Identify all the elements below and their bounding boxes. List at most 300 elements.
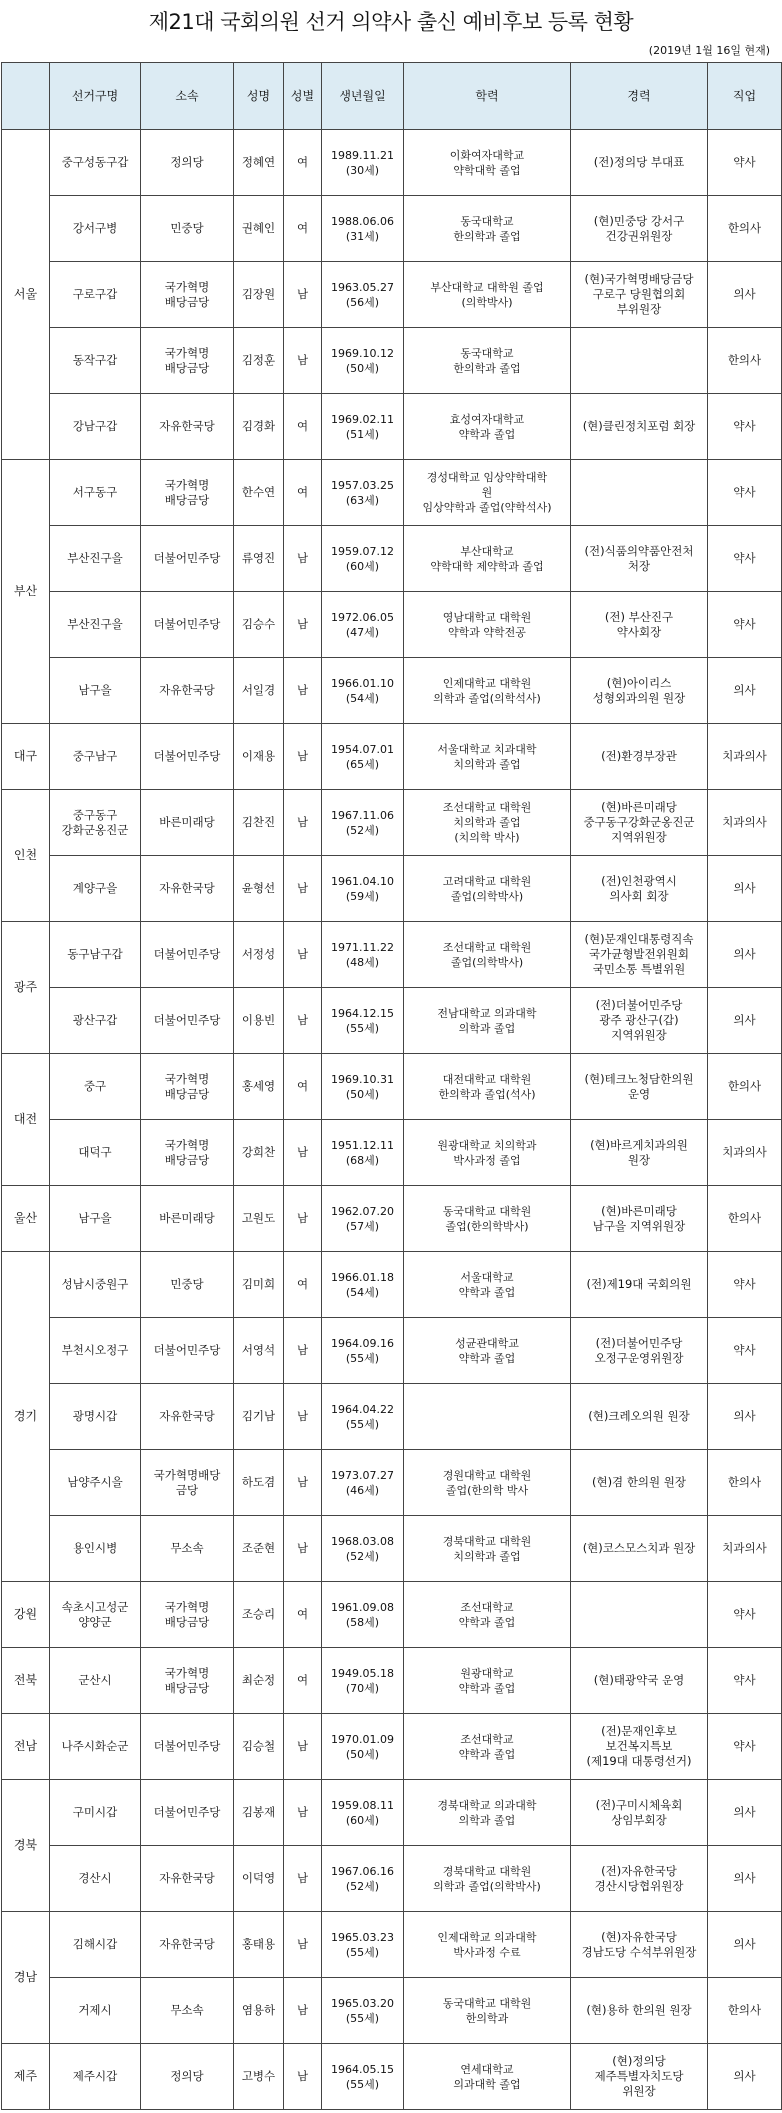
header-gender: 성별 — [284, 63, 322, 130]
table-row — [2, 1780, 782, 1846]
job-cell: 한의사 — [708, 196, 782, 262]
birth-date: 1971.11.22 — [331, 940, 394, 954]
birth-date: 1957.03.25 — [331, 478, 394, 492]
gender-cell: 남 — [284, 724, 322, 790]
name-cell: 권혜인 — [234, 196, 284, 262]
job-cell: 의사 — [708, 1780, 782, 1846]
job-cell: 의사 — [708, 922, 782, 988]
job-cell: 약사 — [708, 1318, 782, 1384]
party-cell: 자유한국당 — [141, 1912, 234, 1978]
age: (55세) — [345, 1417, 380, 1431]
birth-date: 1961.04.10 — [331, 874, 394, 888]
birth-cell — [322, 1978, 404, 2044]
party-cell: 국가혁명 배당금당 — [141, 1648, 234, 1714]
education-cell: 동국대학교 한의학과 졸업 — [404, 328, 571, 394]
name-cell: 서영석 — [234, 1318, 284, 1384]
gender-cell: 여 — [284, 394, 322, 460]
education-cell: 경북대학교 대학원 의학과 졸업(의학박사) — [404, 1846, 571, 1912]
gender-cell: 남 — [284, 526, 322, 592]
career-cell: (현)자유한국당 경남도당 수석부위원장 — [571, 1912, 708, 1978]
job-cell: 약사 — [708, 1714, 782, 1780]
name-cell: 김미희 — [234, 1252, 284, 1318]
education-cell: 조선대학교 약학과 졸업 — [404, 1582, 571, 1648]
gender-cell: 남 — [284, 1516, 322, 1582]
region-cell: 대전 — [2, 1054, 50, 1186]
table-row — [2, 724, 782, 790]
district-cell: 중구성동구갑 — [50, 130, 141, 196]
education-cell: 원광대학교 약학과 졸업 — [404, 1648, 571, 1714]
age: (57세) — [345, 1219, 380, 1233]
career-cell: (현)바르게치과의원 원장 — [571, 1120, 708, 1186]
gender-cell: 남 — [284, 328, 322, 394]
education-cell: 원광대학교 치의학과 박사과정 졸업 — [404, 1120, 571, 1186]
birth-cell — [322, 658, 404, 724]
career-cell: (전)인천광역시 의사회 회장 — [571, 856, 708, 922]
birth-cell — [322, 1450, 404, 1516]
birth-date: 1964.05.15 — [331, 2062, 394, 2076]
name-cell: 김봉재 — [234, 1780, 284, 1846]
party-cell: 정의당 — [141, 2044, 234, 2110]
district-cell: 경산시 — [50, 1846, 141, 1912]
education-cell: 성균관대학교 약학과 졸업 — [404, 1318, 571, 1384]
age: (31세) — [345, 229, 380, 243]
party-cell: 자유한국당 — [141, 1384, 234, 1450]
gender-cell: 여 — [284, 1648, 322, 1714]
district-cell: 광명시갑 — [50, 1384, 141, 1450]
district-cell: 대덕구 — [50, 1120, 141, 1186]
job-cell: 한의사 — [708, 1186, 782, 1252]
header-career: 경력 — [571, 63, 708, 130]
district-cell: 부산진구을 — [50, 526, 141, 592]
birth-cell — [322, 1120, 404, 1186]
age: (48세) — [345, 955, 380, 969]
gender-cell: 남 — [284, 1450, 322, 1516]
job-cell: 한의사 — [708, 1450, 782, 1516]
birth-date: 1959.07.12 — [331, 544, 394, 558]
header-region — [2, 63, 50, 130]
job-cell: 의사 — [708, 2044, 782, 2110]
career-cell: (현)용하 한의원 원장 — [571, 1978, 708, 2044]
age: (55세) — [345, 2011, 380, 2025]
table-row — [2, 328, 782, 394]
birth-cell — [322, 1714, 404, 1780]
district-cell: 강서구병 — [50, 196, 141, 262]
age: (63세) — [345, 493, 380, 507]
party-cell: 무소속 — [141, 1516, 234, 1582]
birth-date: 1964.12.15 — [331, 1006, 394, 1020]
birth-cell — [322, 922, 404, 988]
birth-date: 1988.06.06 — [331, 214, 394, 228]
job-cell: 치과의사 — [708, 1516, 782, 1582]
header-name: 성명 — [234, 63, 284, 130]
party-cell: 국가혁명배당 금당 — [141, 1450, 234, 1516]
gender-cell: 남 — [284, 1120, 322, 1186]
birth-cell — [322, 1780, 404, 1846]
table-row — [2, 1252, 782, 1318]
party-cell: 자유한국당 — [141, 1846, 234, 1912]
name-cell: 강희찬 — [234, 1120, 284, 1186]
table-row — [2, 1450, 782, 1516]
job-cell: 치과의사 — [708, 1120, 782, 1186]
birth-cell — [322, 196, 404, 262]
header-education: 학력 — [404, 63, 571, 130]
district-cell: 강남구갑 — [50, 394, 141, 460]
birth-date: 1951.12.11 — [331, 1138, 394, 1152]
district-cell: 남구을 — [50, 1186, 141, 1252]
birth-date: 1972.06.05 — [331, 610, 394, 624]
age: (56세) — [345, 295, 380, 309]
region-cell: 강원 — [2, 1582, 50, 1648]
education-cell: 전남대학교 의과대학 의학과 졸업 — [404, 988, 571, 1054]
birth-cell — [322, 856, 404, 922]
birth-date: 1965.03.23 — [331, 1930, 394, 1944]
career-cell: (현)민중당 강서구 건강권위원장 — [571, 196, 708, 262]
name-cell: 김승수 — [234, 592, 284, 658]
name-cell: 윤형선 — [234, 856, 284, 922]
gender-cell: 남 — [284, 1780, 322, 1846]
career-cell: (전) 부산진구 약사회장 — [571, 592, 708, 658]
gender-cell: 여 — [284, 1054, 322, 1120]
district-cell: 속초시고성군 양양군 — [50, 1582, 141, 1648]
career-cell: (현)코스모스치과 원장 — [571, 1516, 708, 1582]
job-cell: 약사 — [708, 130, 782, 196]
education-cell: 영남대학교 대학원 약학과 약학전공 — [404, 592, 571, 658]
education-cell: 동국대학교 한의학과 졸업 — [404, 196, 571, 262]
birth-cell — [322, 328, 404, 394]
header-job: 직업 — [708, 63, 782, 130]
district-cell: 구미시갑 — [50, 1780, 141, 1846]
table-row — [2, 196, 782, 262]
birth-date: 1966.01.18 — [331, 1270, 394, 1284]
age: (65세) — [345, 757, 380, 771]
birth-date: 1964.09.16 — [331, 1336, 394, 1350]
party-cell: 국가혁명 배당금당 — [141, 328, 234, 394]
education-cell: 인제대학교 대학원 의학과 졸업(의학석사) — [404, 658, 571, 724]
gender-cell: 여 — [284, 130, 322, 196]
age: (50세) — [345, 1747, 380, 1761]
age: (70세) — [345, 1681, 380, 1695]
district-cell: 남구을 — [50, 658, 141, 724]
region-cell: 울산 — [2, 1186, 50, 1252]
job-cell: 의사 — [708, 1384, 782, 1450]
table-row — [2, 658, 782, 724]
name-cell: 김경화 — [234, 394, 284, 460]
age: (58세) — [345, 1615, 380, 1629]
district-cell: 부산진구을 — [50, 592, 141, 658]
district-cell: 동구남구갑 — [50, 922, 141, 988]
career-cell: (전)더불어민주당 광주 광산구(갑) 지역위원장 — [571, 988, 708, 1054]
career-cell: (전)제19대 국회의원 — [571, 1252, 708, 1318]
education-cell: 서울대학교 약학과 졸업 — [404, 1252, 571, 1318]
birth-date: 1968.03.08 — [331, 1534, 394, 1548]
candidate-table — [1, 62, 782, 2110]
birth-date: 1969.10.12 — [331, 346, 394, 360]
job-cell: 의사 — [708, 988, 782, 1054]
table-row — [2, 1318, 782, 1384]
name-cell: 류영진 — [234, 526, 284, 592]
gender-cell: 남 — [284, 856, 322, 922]
career-cell: (현)국가혁명배당금당 구로구 당원협의회 부위원장 — [571, 262, 708, 328]
job-cell: 의사 — [708, 262, 782, 328]
age: (52세) — [345, 1879, 380, 1893]
gender-cell: 남 — [284, 790, 322, 856]
region-cell: 대구 — [2, 724, 50, 790]
region-cell: 제주 — [2, 2044, 50, 2110]
job-cell: 약사 — [708, 1648, 782, 1714]
birth-cell — [322, 460, 404, 526]
name-cell: 최순정 — [234, 1648, 284, 1714]
table-row — [2, 592, 782, 658]
education-cell: 경성대학교 임상약학대학 원 임상약학과 졸업(약학석사) — [404, 460, 571, 526]
birth-date: 1969.02.11 — [331, 412, 394, 426]
job-cell: 약사 — [708, 460, 782, 526]
gender-cell: 남 — [284, 988, 322, 1054]
age: (50세) — [345, 361, 380, 375]
education-cell: 부산대학교 대학원 졸업 (의학박사) — [404, 262, 571, 328]
gender-cell: 여 — [284, 1252, 322, 1318]
gender-cell: 남 — [284, 2044, 322, 2110]
region-cell: 광주 — [2, 922, 50, 1054]
party-cell: 자유한국당 — [141, 856, 234, 922]
party-cell: 정의당 — [141, 130, 234, 196]
as-of-date: (2019년 1월 16일 현재) — [648, 44, 770, 57]
age: (51세) — [345, 427, 380, 441]
birth-date: 1989.11.21 — [331, 148, 394, 162]
region-cell: 경기 — [2, 1252, 50, 1582]
birth-date: 1954.07.01 — [331, 742, 394, 756]
gender-cell: 여 — [284, 196, 322, 262]
education-cell: 동국대학교 대학원 한의학과 — [404, 1978, 571, 2044]
education-cell: 경북대학교 대학원 치의학과 졸업 — [404, 1516, 571, 1582]
table-row — [2, 1648, 782, 1714]
district-cell: 군산시 — [50, 1648, 141, 1714]
job-cell: 약사 — [708, 592, 782, 658]
education-cell — [404, 1384, 571, 1450]
name-cell: 김정훈 — [234, 328, 284, 394]
district-cell: 김해시갑 — [50, 1912, 141, 1978]
career-cell — [571, 460, 708, 526]
party-cell: 무소속 — [141, 1978, 234, 2044]
region-cell: 서울 — [2, 130, 50, 460]
career-cell: (현)겸 한의원 원장 — [571, 1450, 708, 1516]
birth-date: 1973.07.27 — [331, 1468, 394, 1482]
birth-date: 1970.01.09 — [331, 1732, 394, 1746]
header-district: 선거구명 — [50, 63, 141, 130]
table-row — [2, 1054, 782, 1120]
name-cell: 고병수 — [234, 2044, 284, 2110]
table-row — [2, 790, 782, 856]
birth-cell — [322, 1384, 404, 1450]
table-row — [2, 526, 782, 592]
education-cell: 동국대학교 대학원 졸업(한의학박사) — [404, 1186, 571, 1252]
birth-date: 1969.10.31 — [331, 1072, 394, 1086]
name-cell: 하도겸 — [234, 1450, 284, 1516]
education-cell: 효성여자대학교 약학과 졸업 — [404, 394, 571, 460]
party-cell: 자유한국당 — [141, 658, 234, 724]
career-cell: (현)바른미래당 남구을 지역위원장 — [571, 1186, 708, 1252]
party-cell: 민중당 — [141, 1252, 234, 1318]
party-cell: 바른미래당 — [141, 790, 234, 856]
birth-date: 1964.04.22 — [331, 1402, 394, 1416]
district-cell: 중구 — [50, 1054, 141, 1120]
education-cell: 연세대학교 의과대학 졸업 — [404, 2044, 571, 2110]
birth-cell — [322, 1912, 404, 1978]
career-cell: (전)환경부장관 — [571, 724, 708, 790]
birth-date: 1949.05.18 — [331, 1666, 394, 1680]
name-cell: 이용빈 — [234, 988, 284, 1054]
age: (52세) — [345, 823, 380, 837]
birth-cell — [322, 394, 404, 460]
gender-cell: 남 — [284, 1978, 322, 2044]
table-row — [2, 130, 782, 196]
district-cell: 나주시화순군 — [50, 1714, 141, 1780]
party-cell: 국가혁명 배당금당 — [141, 1120, 234, 1186]
name-cell: 이재용 — [234, 724, 284, 790]
career-cell — [571, 328, 708, 394]
age: (60세) — [345, 1813, 380, 1827]
career-cell: (현)크레오의원 원장 — [571, 1384, 708, 1450]
district-cell: 부천시오정구 — [50, 1318, 141, 1384]
name-cell: 이덕영 — [234, 1846, 284, 1912]
career-cell: (현)테크노청담한의원 운영 — [571, 1054, 708, 1120]
age: (68세) — [345, 1153, 380, 1167]
career-cell: (현)태광약국 운영 — [571, 1648, 708, 1714]
name-cell: 김찬진 — [234, 790, 284, 856]
job-cell: 의사 — [708, 1912, 782, 1978]
birth-date: 1966.01.10 — [331, 676, 394, 690]
region-cell: 경남 — [2, 1912, 50, 2044]
name-cell: 김장원 — [234, 262, 284, 328]
party-cell: 더불어민주당 — [141, 592, 234, 658]
career-cell — [571, 1582, 708, 1648]
age: (46세) — [345, 1483, 380, 1497]
district-cell: 중구남구 — [50, 724, 141, 790]
education-cell: 대전대학교 대학원 한의학과 졸업(석사) — [404, 1054, 571, 1120]
education-cell: 조선대학교 약학과 졸업 — [404, 1714, 571, 1780]
job-cell: 한의사 — [708, 1054, 782, 1120]
career-cell: (전)구미시체육회 상임부회장 — [571, 1780, 708, 1846]
education-cell: 인제대학교 의과대학 박사과정 수료 — [404, 1912, 571, 1978]
birth-cell — [322, 2044, 404, 2110]
age: (50세) — [345, 1087, 380, 1101]
age: (59세) — [345, 889, 380, 903]
page-title: 제21대 국회의원 선거 의약사 출신 예비후보 등록 현황 — [148, 10, 634, 34]
job-cell: 치과의사 — [708, 790, 782, 856]
table-row — [2, 922, 782, 988]
education-cell: 조선대학교 대학원 치의학과 졸업 (치의학 박사) — [404, 790, 571, 856]
birth-cell — [322, 790, 404, 856]
table-row — [2, 856, 782, 922]
age: (54세) — [345, 691, 380, 705]
district-cell: 용인시병 — [50, 1516, 141, 1582]
age: (60세) — [345, 559, 380, 573]
district-cell: 중구동구 강화군옹진군 — [50, 790, 141, 856]
gender-cell: 남 — [284, 1186, 322, 1252]
job-cell: 약사 — [708, 1252, 782, 1318]
table-row — [2, 2044, 782, 2110]
age: (54세) — [345, 1285, 380, 1299]
birth-date: 1967.06.16 — [331, 1864, 394, 1878]
name-cell: 고원도 — [234, 1186, 284, 1252]
table-row — [2, 1912, 782, 1978]
party-cell: 더불어민주당 — [141, 526, 234, 592]
table-row — [2, 394, 782, 460]
job-cell: 약사 — [708, 394, 782, 460]
education-cell: 부산대학교 약학대학 제약학과 졸업 — [404, 526, 571, 592]
district-cell: 성남시중원구 — [50, 1252, 141, 1318]
name-cell: 조승리 — [234, 1582, 284, 1648]
gender-cell: 남 — [284, 1912, 322, 1978]
gender-cell: 남 — [284, 1714, 322, 1780]
birth-cell — [322, 988, 404, 1054]
career-cell: (현)아이리스 성형외과의원 원장 — [571, 658, 708, 724]
party-cell: 바른미래당 — [141, 1186, 234, 1252]
name-cell: 김승철 — [234, 1714, 284, 1780]
birth-date: 1963.05.27 — [331, 280, 394, 294]
career-cell: (현)문재인대통령직속 국가균형발전위원회 국민소통 특별위원 — [571, 922, 708, 988]
table-row — [2, 1186, 782, 1252]
job-cell: 한의사 — [708, 1978, 782, 2044]
birth-cell — [322, 1846, 404, 1912]
party-cell: 더불어민주당 — [141, 1318, 234, 1384]
age: (55세) — [345, 2077, 380, 2091]
district-cell: 거제시 — [50, 1978, 141, 2044]
party-cell: 국가혁명 배당금당 — [141, 1054, 234, 1120]
name-cell: 염용하 — [234, 1978, 284, 2044]
table-row — [2, 1516, 782, 1582]
name-cell: 김기남 — [234, 1384, 284, 1450]
region-cell: 전남 — [2, 1714, 50, 1780]
gender-cell: 남 — [284, 262, 322, 328]
education-cell: 이화여자대학교 약학대학 졸업 — [404, 130, 571, 196]
job-cell: 약사 — [708, 1582, 782, 1648]
job-cell: 의사 — [708, 658, 782, 724]
education-cell: 고려대학교 대학원 졸업(의학박사) — [404, 856, 571, 922]
career-cell: (현)바른미래당 중구동구강화군옹진군 지역위원장 — [571, 790, 708, 856]
region-cell: 인천 — [2, 790, 50, 922]
career-cell: (현)클린정치포럼 회장 — [571, 394, 708, 460]
career-cell: (전)식품의약품안전처 처장 — [571, 526, 708, 592]
career-cell: (전)문재인후보 보건복지특보 (제19대 대통령선거) — [571, 1714, 708, 1780]
birth-cell — [322, 526, 404, 592]
region-cell: 전북 — [2, 1648, 50, 1714]
job-cell: 의사 — [708, 856, 782, 922]
birth-cell — [322, 592, 404, 658]
region-cell: 부산 — [2, 460, 50, 724]
header-birth: 생년월일 — [322, 63, 404, 130]
age: (52세) — [345, 1549, 380, 1563]
career-cell: (전)더불어민주당 오정구운영위원장 — [571, 1318, 708, 1384]
gender-cell: 여 — [284, 460, 322, 526]
header-party: 소속 — [141, 63, 234, 130]
table-row — [2, 1978, 782, 2044]
district-cell: 구로구갑 — [50, 262, 141, 328]
gender-cell: 남 — [284, 1846, 322, 1912]
job-cell: 의사 — [708, 1846, 782, 1912]
table-row — [2, 1120, 782, 1186]
party-cell: 더불어민주당 — [141, 922, 234, 988]
age: (47세) — [345, 625, 380, 639]
job-cell: 약사 — [708, 526, 782, 592]
gender-cell: 남 — [284, 1384, 322, 1450]
birth-cell — [322, 1582, 404, 1648]
birth-date: 1967.11.06 — [331, 808, 394, 822]
birth-date: 1962.07.20 — [331, 1204, 394, 1218]
birth-cell — [322, 262, 404, 328]
table-row — [2, 1384, 782, 1450]
name-cell: 정혜연 — [234, 130, 284, 196]
education-cell: 경북대학교 의과대학 의학과 졸업 — [404, 1780, 571, 1846]
